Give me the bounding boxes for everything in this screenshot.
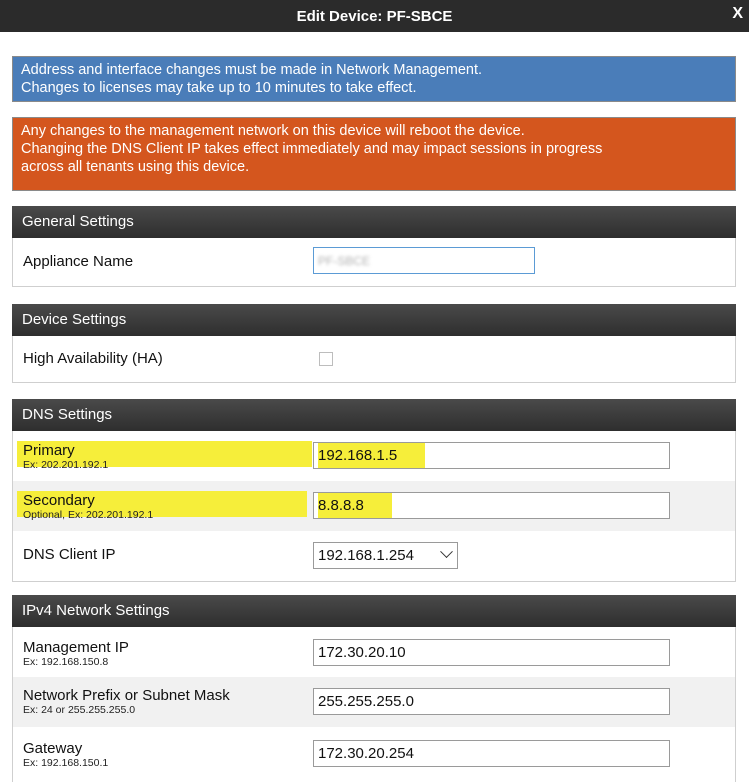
ipv4-settings-header: IPv4 Network Settings: [12, 595, 736, 627]
primary-hint: Ex: 202.201.192.1: [23, 459, 109, 471]
management-ip-label: Management IP: [23, 639, 129, 656]
gateway-value: 172.30.20.254: [318, 745, 414, 762]
secondary-hint: Optional, Ex: 202.201.192.1: [23, 509, 154, 521]
dialog-titlebar: [0, 0, 749, 32]
warning-banner: [12, 117, 736, 191]
info-banner-line-2: Changes to licenses may take up to 10 minutes to take effect.: [21, 80, 417, 96]
gateway-input[interactable]: [313, 740, 670, 767]
ha-checkbox[interactable]: [319, 352, 333, 366]
primary-label: Primary: [23, 442, 75, 459]
general-settings-section: [12, 206, 736, 287]
management-ip-input[interactable]: [313, 639, 670, 666]
ha-row: [13, 336, 735, 382]
general-settings-header: General Settings: [12, 206, 736, 238]
secondary-dns-value: 8.8.8.8: [318, 493, 392, 518]
appliance-name-value: PF-SBCE: [318, 254, 371, 268]
secondary-label: Secondary: [23, 492, 95, 509]
appliance-name-input[interactable]: [313, 247, 535, 274]
chevron-down-icon: [440, 545, 453, 558]
secondary-dns-input[interactable]: [313, 492, 670, 519]
primary-dns-value: 192.168.1.5: [318, 443, 425, 468]
info-banner: [12, 56, 736, 102]
dns-secondary-row: [13, 481, 735, 531]
dns-client-ip-row: [13, 531, 735, 580]
warning-banner-line-1: Any changes to the management network on this device will reboot the device.: [21, 123, 525, 139]
dns-settings-section: [12, 399, 736, 582]
dns-client-ip-select[interactable]: [313, 542, 458, 569]
dns-settings-header: DNS Settings: [12, 399, 736, 431]
warning-banner-line-2: Changing the DNS Client IP takes effect immediately and may impact sessions in progress: [21, 141, 603, 157]
ha-label: High Availability (HA): [23, 350, 163, 367]
management-ip-row: [13, 627, 735, 677]
management-ip-hint: Ex: 192.168.150.8: [23, 656, 109, 668]
gateway-hint: Ex: 192.168.150.1: [23, 757, 109, 769]
device-settings-header: Device Settings: [12, 304, 736, 336]
ipv4-settings-section: [12, 595, 736, 782]
info-banner-line-1: Address and interface changes must be made in Network Management.: [21, 62, 483, 78]
appliance-name-row: [13, 238, 735, 286]
dns-client-ip-label: DNS Client IP: [23, 546, 116, 563]
subnet-mask-value: 255.255.255.0: [318, 693, 414, 710]
subnet-mask-input[interactable]: [313, 688, 670, 715]
subnet-mask-label: Network Prefix or Subnet Mask: [23, 687, 230, 704]
management-ip-value: 172.30.20.10: [318, 644, 406, 661]
appliance-name-label: Appliance Name: [23, 253, 134, 270]
device-settings-section: [12, 304, 736, 383]
dialog-title: Edit Device: PF-SBCE: [296, 7, 453, 25]
warning-banner-line-3: across all tenants using this device.: [21, 159, 250, 175]
dns-primary-row: [13, 431, 735, 481]
dns-client-ip-value: 192.168.1.254: [318, 547, 414, 564]
gateway-label: Gateway: [23, 740, 83, 757]
subnet-mask-hint: Ex: 24 or 255.255.255.0: [23, 704, 136, 716]
primary-dns-input[interactable]: [313, 442, 670, 469]
subnet-mask-row: [13, 677, 735, 727]
gateway-row: [13, 727, 735, 782]
close-icon[interactable]: X: [732, 5, 743, 22]
